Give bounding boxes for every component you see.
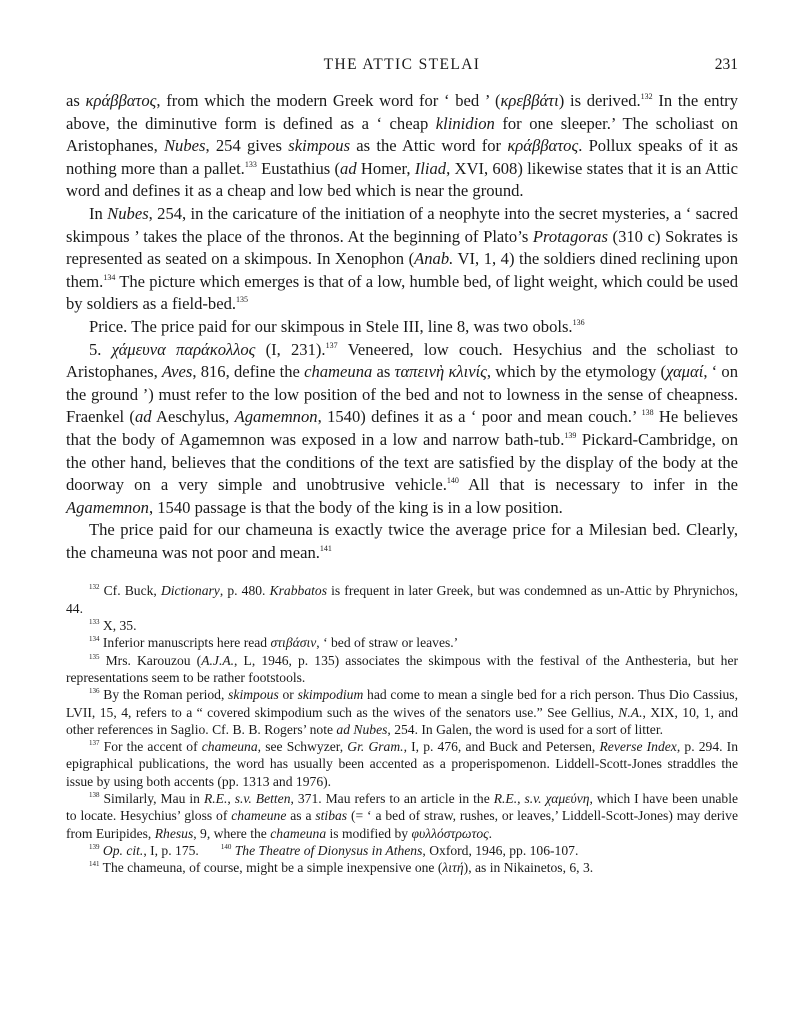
paragraph: The price paid for our chameuna is exactly twice the average price for a Milesian bed. Clearly, the chameuna was not poor and mean.$^{141}$: [66, 520, 738, 562]
footnote-138: $^{138}$ Similarly, Mau in R.E., s.v. Betten, 371. Mau refers to an article in the R.E., s.v. χαμεύνη, which I have been unable to locate. Hesychius’ gloss of chameune as a stibas (= ‘ a bed of straw, rushes, or leaves,’ Liddell-Scott-Jones) may derive from Euripides, Rhesus, 9, where the chameuna is modified by φυλλόστρωτος.: [66, 791, 739, 841]
footnote-136: $^{136}$ By the Roman period, skimpous or skimpodium had come to mean a single bed for a rich person. Thus Dio Cassius, LVII, 15, 4, refers to a “ covered skimpodium such as the wives of the senators use.” See Gellius, N.A., XIX, 10, 1, and other references in Saglio. Cf. B. B. Rogers’ note ad Nubes, 254. In Galen, the word is used for a sort of litter.: [66, 687, 738, 737]
page: [66, 52, 738, 877]
footnote-140: $^{140}$ The Theatre of Dionysus in Athens, Oxford, 1946, pp. 106-107.: [220, 842, 579, 858]
footnotes: [66, 582, 738, 876]
footnote-134: $^{134}$ Inferior manuscripts here read στιβάσιν, ‘ bed of straw or leaves.’: [89, 635, 459, 651]
paragraph: In Nubes, 254, in the caricature of the initiation of a neophyte into the secret mysteries, a ‘ sacred skimpous ’ takes the place of the thronos. At the beginning of Plato’s Protagoras (310 c) Sokrates is represented as seated on a skimpous. In Xenophon (Anab. VI, 1, 4) the soldiers dined reclining upon them.$^{134}$ The picture which emerges is that of a low, humble bed, of light weight, which could be used by soldiers as a field-bed.$^{135}$: [66, 203, 738, 314]
footnote-133: $^{133}$ X, 35.: [89, 618, 137, 634]
footnote-132: $^{132}$ Cf. Buck, Dictionary, p. 480. Krabbatos is frequent in later Greek, but was condemned as un-Attic by Phrynichos, 44.: [66, 583, 739, 616]
footnote-135: $^{135}$ Mrs. Karouzou (A.J.A., L, 1946, p. 135) associates the skimpous with the festival of the Anthesteria, but her representations seem to be rather footstools.: [66, 652, 739, 685]
footnote-pair: [66, 842, 738, 859]
footnote-137: $^{137}$ For the accent of chameuna, see Schwyzer, Gr. Gram., I, p. 476, and Buck and Petersen, Reverse Index, p. 294. In epigraphical publications, the word has usually been accented as a properispomenon. Liddell-Scott-Jones straddles the issue by using both accents (pp. 1313 and 1976).: [66, 739, 738, 789]
footnote-139: $^{139}$ Op. cit., I, p. 175.: [89, 842, 199, 858]
running-header: [66, 52, 738, 80]
paragraph: 5. χάμευνα παράκολλος (I, 231).$^{137}$ Veneered, low couch. Hesychius and the scholiast to Aristophanes, Aves, 816, define the chameuna as ταπεινὴ κλινίς, which by the etymology (χαμαί, ‘ on the ground ’) must refer to the low position of the bed and not to lowness in the sense of cheapness. Fraenkel (ad Aeschylus, Agamemnon, 1540) defines it as a ‘ poor and mean couch.’ $^{138}$ He believes that the body of Agamemnon was exposed in a low and narrow bath-tub.$^{139}$ Pickard-Cambridge, on the other hand, believes that the conditions of the text are satisfied by the display of the body at the doorway on a very simple and unobtrusive vehicle.$^{140}$ All that is necessary to infer in the Agamemnon, 1540 passage is that the body of the king is in a low position.: [66, 339, 739, 517]
paragraph: Price. The price paid for our skimpous in Stele III, line 8, was two obols.$^{136}$: [89, 316, 585, 336]
body-text: [66, 90, 738, 564]
running-title: THE ATTIC STELAI: [323, 56, 481, 73]
page-number: 231: [714, 56, 738, 73]
footnote-141: $^{141}$ The chameuna, of course, might be a simple inexpensive one (λιτή), as in Nikainetos, 6, 3.: [89, 860, 594, 876]
paragraph: as κράββατος, from which the modern Greek word for ‘ bed ’ (κρεββάτι) is derived.$^{132}$ In the entry above, the diminutive form is defined as a ‘ cheap klinidion for one sleeper.’ The scholiast on Aristophanes, Nubes, 254 gives skimpous as the Attic word for κράββατος. Pollux speaks of it as nothing more than a pallet.$^{133}$ Eustathius (ad Homer, Iliad, XVI, 608) likewise states that it is an Attic word and defines it as a cheap and low bed which is near the ground.: [66, 91, 739, 201]
